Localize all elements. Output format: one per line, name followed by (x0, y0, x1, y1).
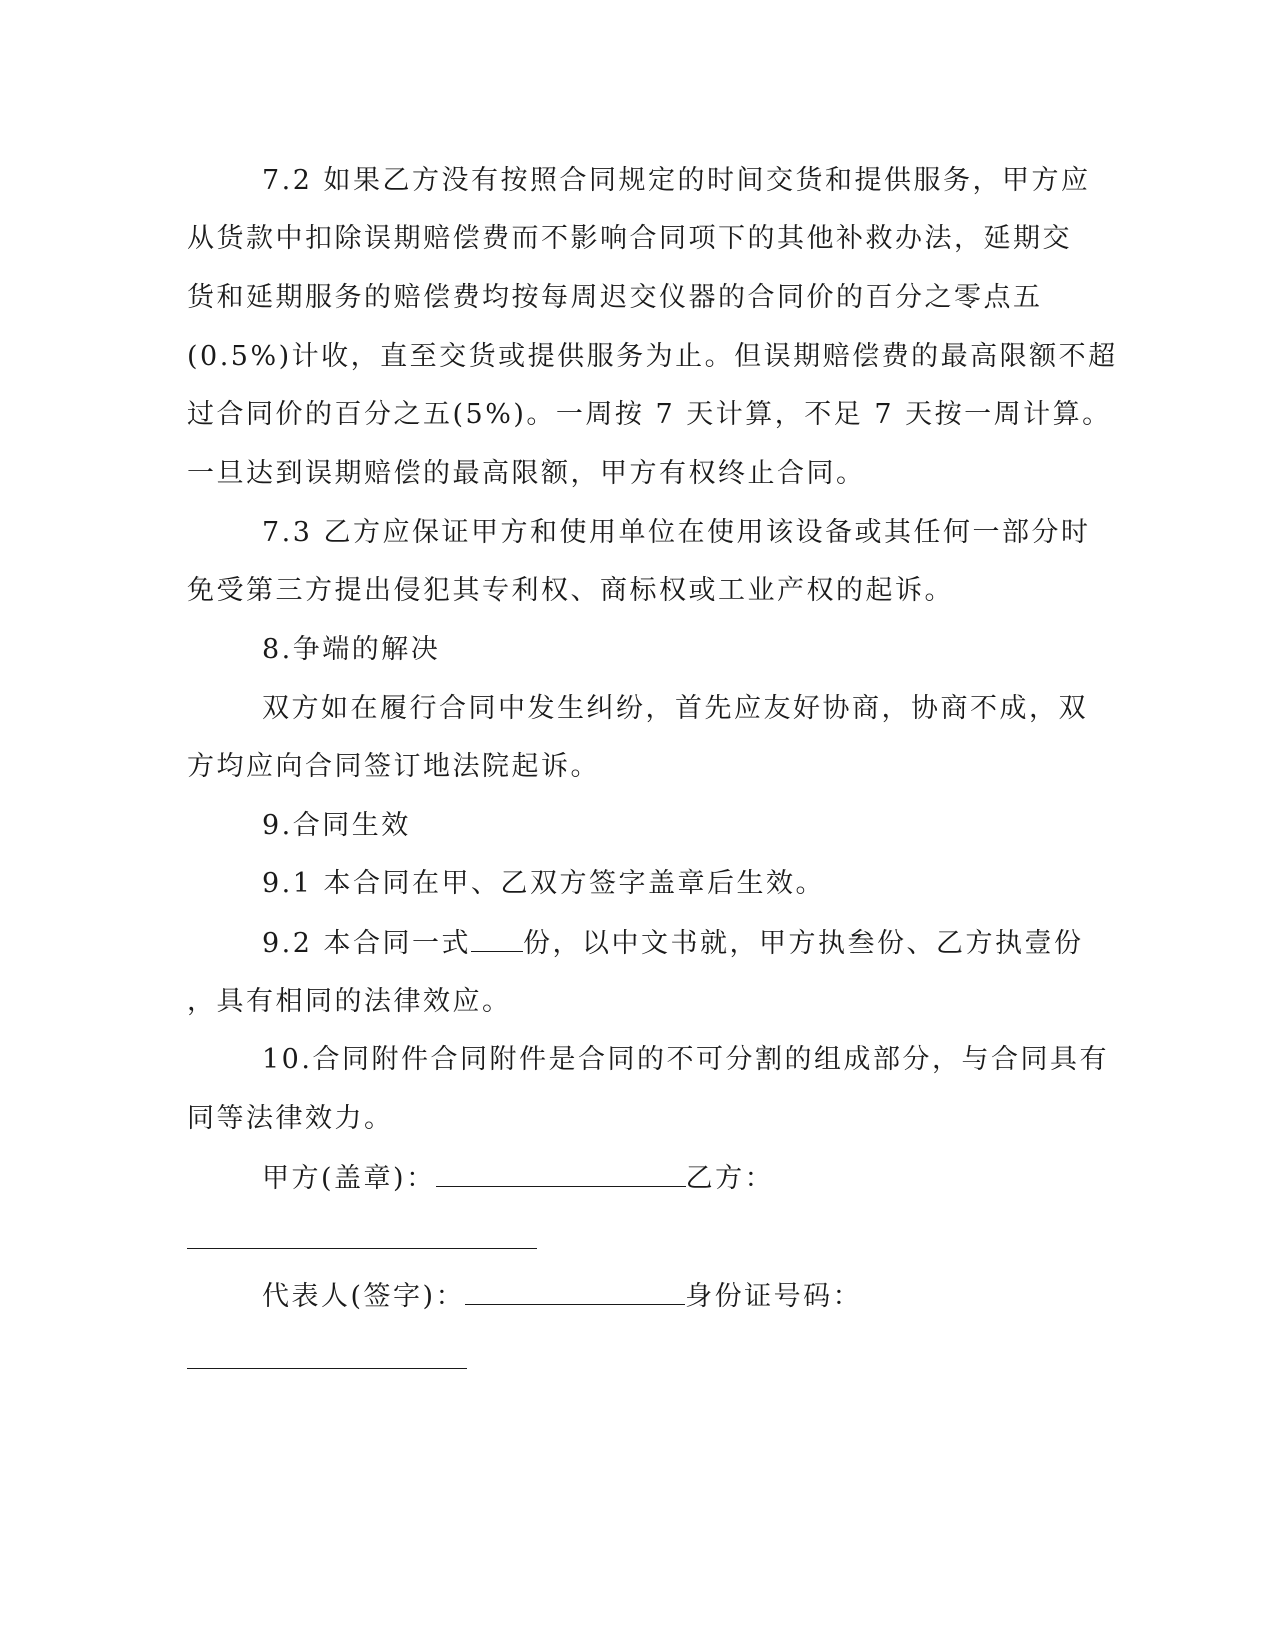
clause-7-2-line-4: (0.5%)计收，直至交货或提供服务为止。但误期赔偿费的最高限额不超 (187, 341, 1118, 372)
clause-9-2-line-2: ，具有相同的法律效应。 (187, 986, 512, 1017)
clause-9-2-line-1 (262, 925, 1162, 962)
party-b-blank-field[interactable] (187, 1248, 537, 1249)
party-b-label: 乙方： (685, 1163, 775, 1194)
section-8-line-1: 双方如在履行合同中发生纠纷，首先应友好协商，协商不成，双 (262, 693, 1088, 724)
id-number-blank-field[interactable] (187, 1368, 467, 1369)
clause-7-2-line-2: 从货款中扣除误期赔偿费而不影响合同项下的其他补救办法，延期交 (187, 223, 1072, 254)
clause-7-2-line-3: 货和延期服务的赔偿费均按每周迟交仪器的合同价的百分之零点五 (187, 282, 1043, 313)
clause-7-2-line-1: 7.2 如果乙方没有按照合同规定的时间交货和提供服务，甲方应 (262, 165, 1091, 196)
representative-signature-line (262, 1278, 1162, 1315)
clause-9-2-text-after: 份，以中文书就，甲方执叁份、乙方执壹份 (523, 928, 1084, 959)
id-number-label: 身份证号码： (685, 1281, 863, 1312)
party-a-seal-blank-field[interactable] (436, 1160, 686, 1187)
representative-label: 代表人(签字)： (262, 1281, 466, 1312)
section-8-heading: 8.争端的解决 (262, 634, 441, 665)
section-9-heading: 9.合同生效 (262, 810, 411, 841)
clause-7-2-line-6: 一旦达到误期赔偿的最高限额，甲方有权终止合同。 (187, 458, 866, 489)
party-a-signature-line (262, 1160, 1162, 1197)
section-10-line-2: 同等法律效力。 (187, 1103, 394, 1134)
clause-9-1: 9.1 本合同在甲、乙双方签字盖章后生效。 (262, 868, 826, 899)
section-10-line-1: 10.合同附件合同附件是合同的不可分割的组成部分，与合同具有 (262, 1044, 1109, 1075)
copies-blank-field[interactable] (471, 925, 523, 952)
clause-7-2-line-5: 过合同价的百分之五(5%)。一周按 7 天计算，不足 7 天按一周计算。 (187, 399, 1112, 430)
clause-7-3-line-1: 7.3 乙方应保证甲方和使用单位在使用该设备或其任何一部分时 (262, 517, 1091, 548)
clause-9-2-text-before: 9.2 本合同一式 (262, 928, 472, 959)
party-a-label: 甲方(盖章)： (262, 1163, 436, 1194)
representative-signature-blank-field[interactable] (465, 1278, 685, 1305)
clause-7-3-line-2: 免受第三方提出侵犯其专利权、商标权或工业产权的起诉。 (187, 575, 954, 606)
section-8-line-2: 方均应向合同签订地法院起诉。 (187, 751, 600, 782)
